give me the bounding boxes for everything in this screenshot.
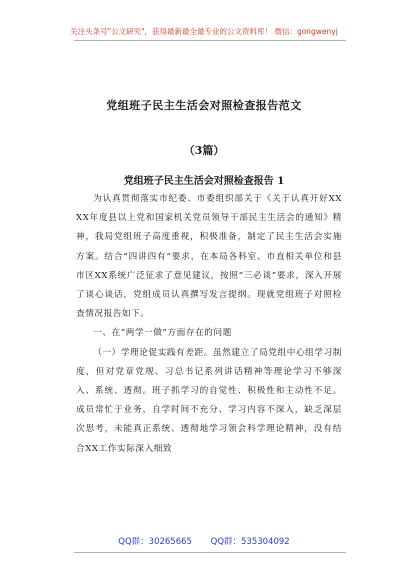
header-promo-note: 关注头条号"公文研究"，获得最新最全最专业的公文资料库！ 微信：gongwenyj	[70, 27, 338, 36]
body-paragraph: （一）学理论促实践有差距。虽然建立了局党组中心组学习制度，但对党章党规、习总书记系列讲话精神等理论学习不够深入、系统、透彻。班子抓学习的自觉性、积极性和主动性不足。成员常忙于业务，自学时间不充分、学习内容不深入，缺乏深层次思考，未能真正系统、透彻地学习领会科学理论精神，没有结合XX工作实际深入细致	[76, 347, 342, 454]
document-count-label: （3篇）	[183, 144, 225, 157]
body-heading: 一、在“两学一做”方面存在的问题	[93, 328, 232, 339]
footer-divider	[74, 552, 346, 553]
document-body	[76, 190, 342, 459]
section-title: 党组班子民主生活会对照检查报告 1	[123, 176, 285, 187]
body-paragraph: 为认真贯彻落实市纪委、市委组织部关于《关于认真开好XXXX年度县以上党和国家机关党员领导干部民主生活会的通知》精神，我局党组班子高度重视，积极准备，制定了民主生活会实施方案。结合“四讲四有”要求，在本局各科室、市直相关单位和县市区XX系统广泛征求了意见建议，按照“三必谈”要求，深入开展了谈心谈话，党组成员认真撰写发言提纲。现就党组班子对照检查情况报告如下。	[76, 194, 342, 320]
qq-group-2: QQ群：535304092	[210, 537, 290, 547]
header-divider	[74, 40, 346, 41]
footer-contact	[0, 535, 408, 547]
document-title: 党组班子民主生活会对照检查报告范文	[106, 99, 302, 112]
qq-group-1: QQ群：30265665	[118, 537, 192, 547]
